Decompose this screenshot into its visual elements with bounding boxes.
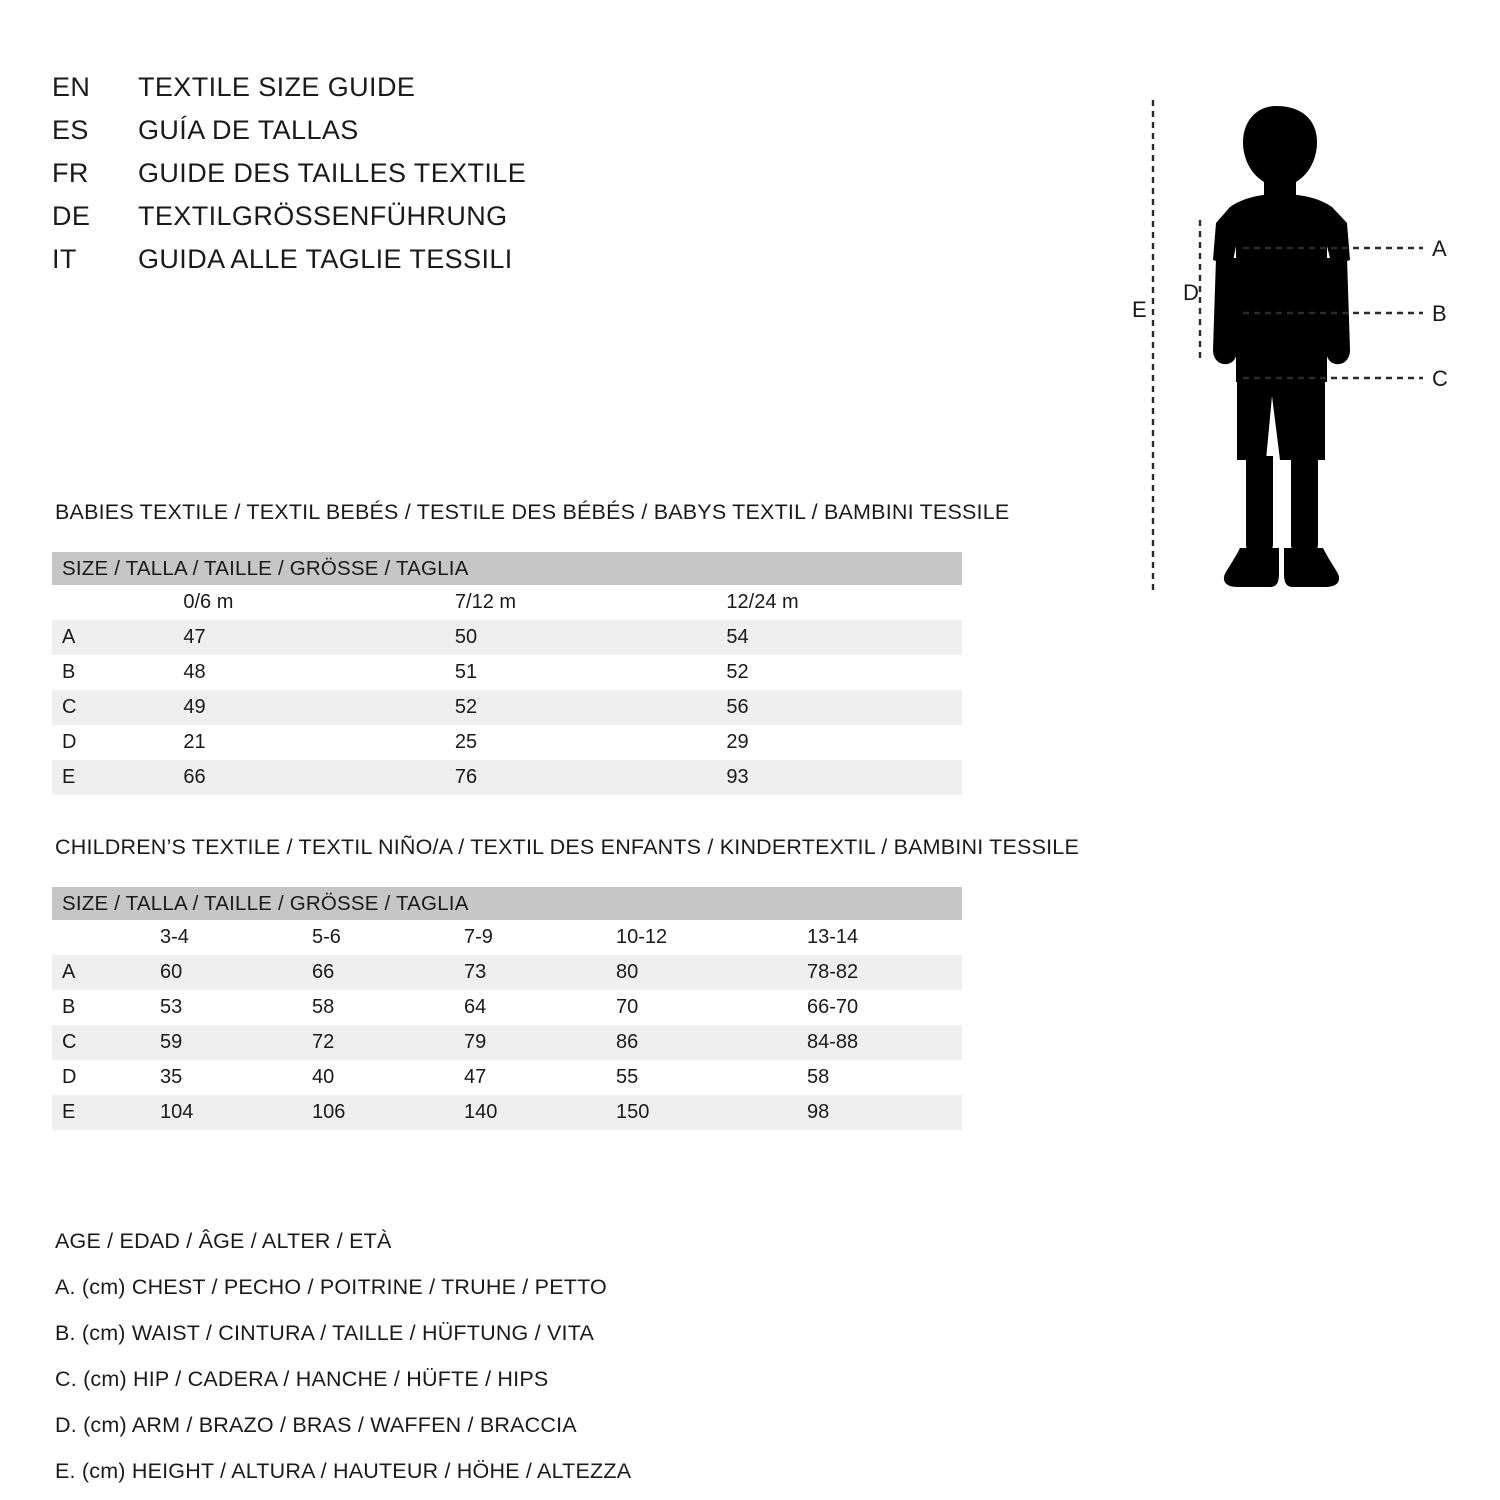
children-d-3: 55 — [580, 1060, 771, 1095]
title-text-fr: GUIDE DES TAILLES TEXTILE — [138, 158, 527, 188]
children-e-0: 104 — [124, 1095, 276, 1130]
babies-c-1: 52 — [419, 690, 691, 725]
babies-a-2: 54 — [690, 620, 962, 655]
title-row-de — [52, 201, 752, 244]
babies-col-1: 7/12 m — [419, 585, 691, 620]
children-col-4: 13-14 — [771, 920, 962, 955]
title-lang-es: ES — [52, 115, 89, 145]
children-size-header: SIZE / TALLA / TAILLE / GRÖSSE / TAGLIA — [52, 887, 962, 920]
babies-e-2: 93 — [690, 760, 962, 795]
children-col-label-empty — [52, 920, 124, 955]
table-row — [52, 990, 962, 1025]
legend-hip: C. (cm) HIP / CADERA / HANCHE / HÜFTE / HIPS — [55, 1367, 549, 1391]
title-text-es: GUÍA DE TALLAS — [138, 115, 359, 145]
title-lang-en: EN — [52, 72, 91, 102]
children-e-3: 150 — [580, 1095, 771, 1130]
children-b-4: 66-70 — [771, 990, 962, 1025]
children-b-2: 64 — [428, 990, 580, 1025]
children-c-1: 72 — [276, 1025, 428, 1060]
children-column-row — [52, 920, 962, 955]
legend-height: E. (cm) HEIGHT / ALTURA / HAUTEUR / HÖHE / ALTEZZA — [55, 1459, 632, 1483]
children-col-2: 7-9 — [428, 920, 580, 955]
title-row-es — [52, 115, 752, 158]
babies-row-label-a: A — [52, 620, 147, 655]
children-size-table — [52, 887, 962, 1130]
children-col-1: 5-6 — [276, 920, 428, 955]
table-row — [52, 955, 962, 990]
children-e-4: 98 — [771, 1095, 962, 1130]
table-header-row — [52, 887, 962, 920]
legend-chest: A. (cm) CHEST / PECHO / POITRINE / TRUHE / PETTO — [55, 1275, 607, 1299]
figure-marker-b: B — [1432, 301, 1447, 326]
children-col-0: 3-4 — [124, 920, 276, 955]
title-row-en — [52, 72, 752, 115]
children-c-4: 84-88 — [771, 1025, 962, 1060]
figure-marker-d: D — [1183, 280, 1199, 305]
title-row-it — [52, 244, 752, 287]
babies-c-0: 49 — [147, 690, 419, 725]
children-section-heading: CHILDREN’S TEXTILE / TEXTIL NIÑO/A / TEXTIL DES ENFANTS / KINDERTEXTIL / BAMBINI TESSILE — [55, 835, 1079, 859]
table-row — [52, 760, 962, 795]
children-e-1: 106 — [276, 1095, 428, 1130]
babies-d-1: 25 — [419, 725, 691, 760]
babies-e-1: 76 — [419, 760, 691, 795]
children-col-3: 10-12 — [580, 920, 771, 955]
babies-d-0: 21 — [147, 725, 419, 760]
babies-b-2: 52 — [690, 655, 962, 690]
children-d-2: 47 — [428, 1060, 580, 1095]
children-a-0: 60 — [124, 955, 276, 990]
title-lang-de: DE — [52, 201, 91, 231]
babies-size-header: SIZE / TALLA / TAILLE / GRÖSSE / TAGLIA — [52, 552, 962, 585]
children-c-0: 59 — [124, 1025, 276, 1060]
children-row-label-b: B — [52, 990, 124, 1025]
children-row-label-c: C — [52, 1025, 124, 1060]
table-row — [52, 1025, 962, 1060]
child-silhouette-icon — [1213, 106, 1350, 587]
children-d-4: 58 — [771, 1060, 962, 1095]
table-row — [52, 1095, 962, 1130]
children-b-0: 53 — [124, 990, 276, 1025]
children-a-1: 66 — [276, 955, 428, 990]
table-header-row — [52, 552, 962, 585]
title-text-it: GUIDA ALLE TAGLIE TESSILI — [138, 244, 513, 274]
figure-marker-c: C — [1432, 366, 1448, 391]
title-lang-fr: FR — [52, 158, 89, 188]
table-row — [52, 725, 962, 760]
babies-row-label-b: B — [52, 655, 147, 690]
title-text-en: TEXTILE SIZE GUIDE — [138, 72, 416, 102]
babies-a-1: 50 — [419, 620, 691, 655]
children-c-3: 86 — [580, 1025, 771, 1060]
table-row — [52, 1060, 962, 1095]
babies-column-row — [52, 585, 962, 620]
children-b-1: 58 — [276, 990, 428, 1025]
babies-col-0: 0/6 m — [147, 585, 419, 620]
babies-col-label-empty — [52, 585, 147, 620]
babies-b-1: 51 — [419, 655, 691, 690]
children-d-0: 35 — [124, 1060, 276, 1095]
children-b-3: 70 — [580, 990, 771, 1025]
title-row-fr — [52, 158, 752, 201]
title-block — [52, 72, 752, 287]
figure-marker-e: E — [1132, 297, 1147, 322]
babies-size-table — [52, 552, 962, 795]
children-d-1: 40 — [276, 1060, 428, 1095]
babies-a-0: 47 — [147, 620, 419, 655]
children-row-label-d: D — [52, 1060, 124, 1095]
table-row — [52, 690, 962, 725]
babies-section-heading: BABIES TEXTILE / TEXTIL BEBÉS / TESTILE DES BÉBÉS / BABYS TEXTIL / BAMBINI TESSILE — [55, 500, 1010, 524]
measurement-figure — [1080, 60, 1480, 620]
children-row-label-a: A — [52, 955, 124, 990]
children-c-2: 79 — [428, 1025, 580, 1060]
children-e-2: 140 — [428, 1095, 580, 1130]
legend-arm: D. (cm) ARM / BRAZO / BRAS / WAFFEN / BRACCIA — [55, 1413, 577, 1437]
babies-e-0: 66 — [147, 760, 419, 795]
table-row — [52, 655, 962, 690]
babies-row-label-d: D — [52, 725, 147, 760]
babies-d-2: 29 — [690, 725, 962, 760]
babies-col-2: 12/24 m — [690, 585, 962, 620]
title-text-de: TEXTILGRÖSSENFÜHRUNG — [138, 201, 508, 231]
figure-marker-a: A — [1432, 236, 1447, 261]
table-row — [52, 620, 962, 655]
title-lang-it: IT — [52, 244, 77, 274]
children-a-4: 78-82 — [771, 955, 962, 990]
legend-waist: B. (cm) WAIST / CINTURA / TAILLE / HÜFTUNG / VITA — [55, 1321, 594, 1345]
children-a-2: 73 — [428, 955, 580, 990]
legend-block — [55, 1218, 955, 1494]
babies-row-label-e: E — [52, 760, 147, 795]
babies-b-0: 48 — [147, 655, 419, 690]
legend-age: AGE / EDAD / ÂGE / ALTER / ETÀ — [55, 1229, 392, 1253]
children-row-label-e: E — [52, 1095, 124, 1130]
babies-row-label-c: C — [52, 690, 147, 725]
children-a-3: 80 — [580, 955, 771, 990]
babies-c-2: 56 — [690, 690, 962, 725]
